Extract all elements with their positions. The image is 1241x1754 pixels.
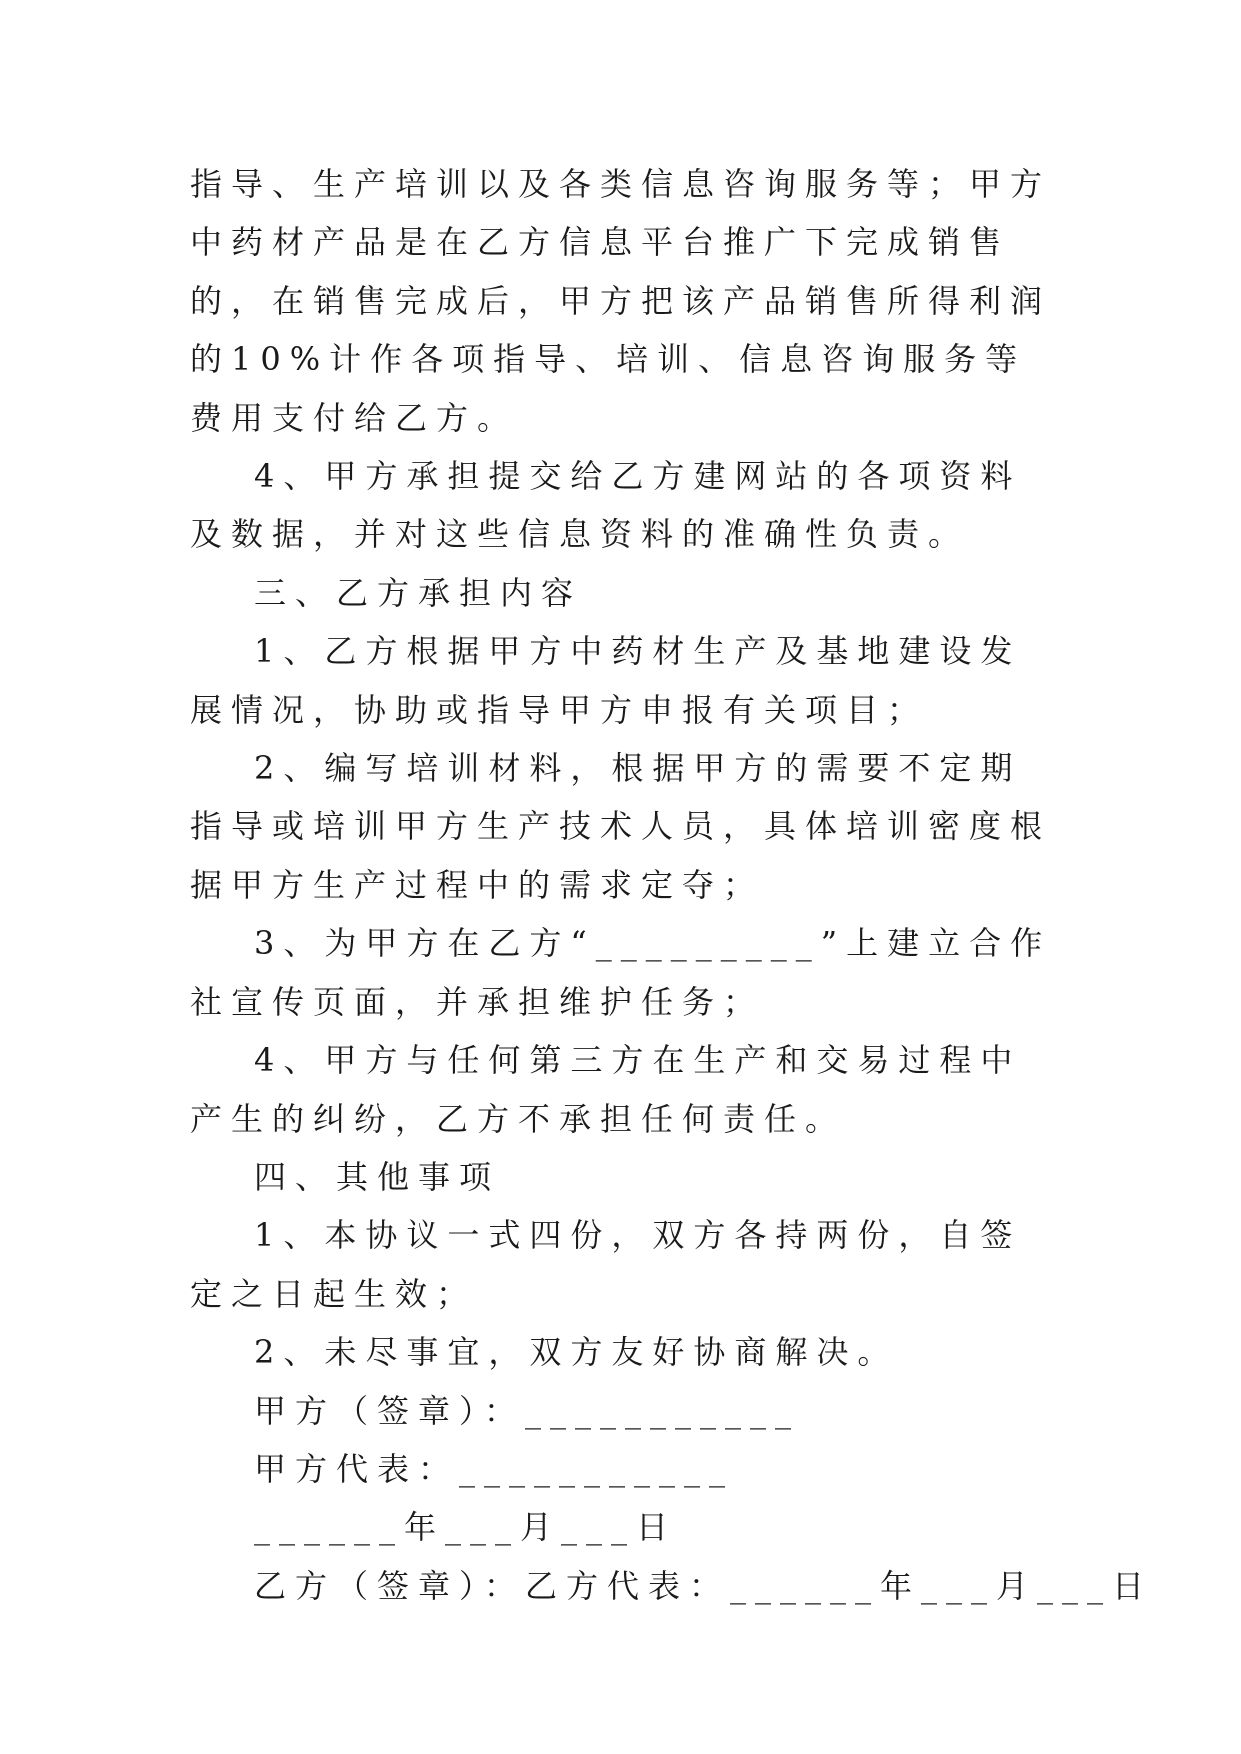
paragraph-party-b-item-1: 1、乙方根据甲方中药材生产及基地建设发展情况，协助或指导甲方申报有关项目； — [190, 632, 1022, 729]
signature-party-a-representative: 甲方代表：___________ — [254, 1449, 735, 1488]
paragraph-other-item-2: 2、未尽事宜，双方友好协商解决。 — [254, 1333, 899, 1372]
paragraph-party-b-item-4: 4、甲方与任何第三方在生产和交易过程中产生的纠纷，乙方不承担任何责任。 — [190, 1041, 1022, 1138]
document-body — [190, 155, 1154, 1615]
section-heading-party-b: 三、乙方承担内容 — [254, 573, 583, 612]
paragraph-service-fee: 指导、生产培训以及各类信息咨询服务等；甲方中药材产品是在乙方信息平台推广下完成销售的，在销售完成后，甲方把该产品销售所得利润的10%计作各项指导、培训、信息咨询服务等费用支付给乙方。 — [190, 165, 1052, 437]
paragraph-party-b-item-2: 2、编写培训材料，根据甲方的需要不定期指导或培训甲方生产技术人员，具体培训密度根据甲方生产过程中的需求定夺； — [190, 749, 1052, 904]
paragraph-other-item-1: 1、本协议一式四份，双方各持两份，自签定之日起生效； — [190, 1216, 1022, 1313]
paragraph-party-a-item-4: 4、甲方承担提交给乙方建网站的各项资料及数据，并对这些信息资料的准确性负责。 — [190, 457, 1022, 554]
signature-party-b: 乙方（签章）：乙方代表：______年___月___日 — [254, 1566, 1154, 1605]
section-heading-other-matters: 四、其他事项 — [254, 1157, 501, 1196]
paragraph-party-b-item-3: 3、为甲方在乙方“_________”上建立合作社宣传页面，并承担维护任务； — [190, 924, 1052, 1021]
signature-party-a: 甲方（签章）：___________ — [254, 1391, 801, 1430]
signature-date-party-a: ______年___月___日 — [254, 1508, 678, 1547]
